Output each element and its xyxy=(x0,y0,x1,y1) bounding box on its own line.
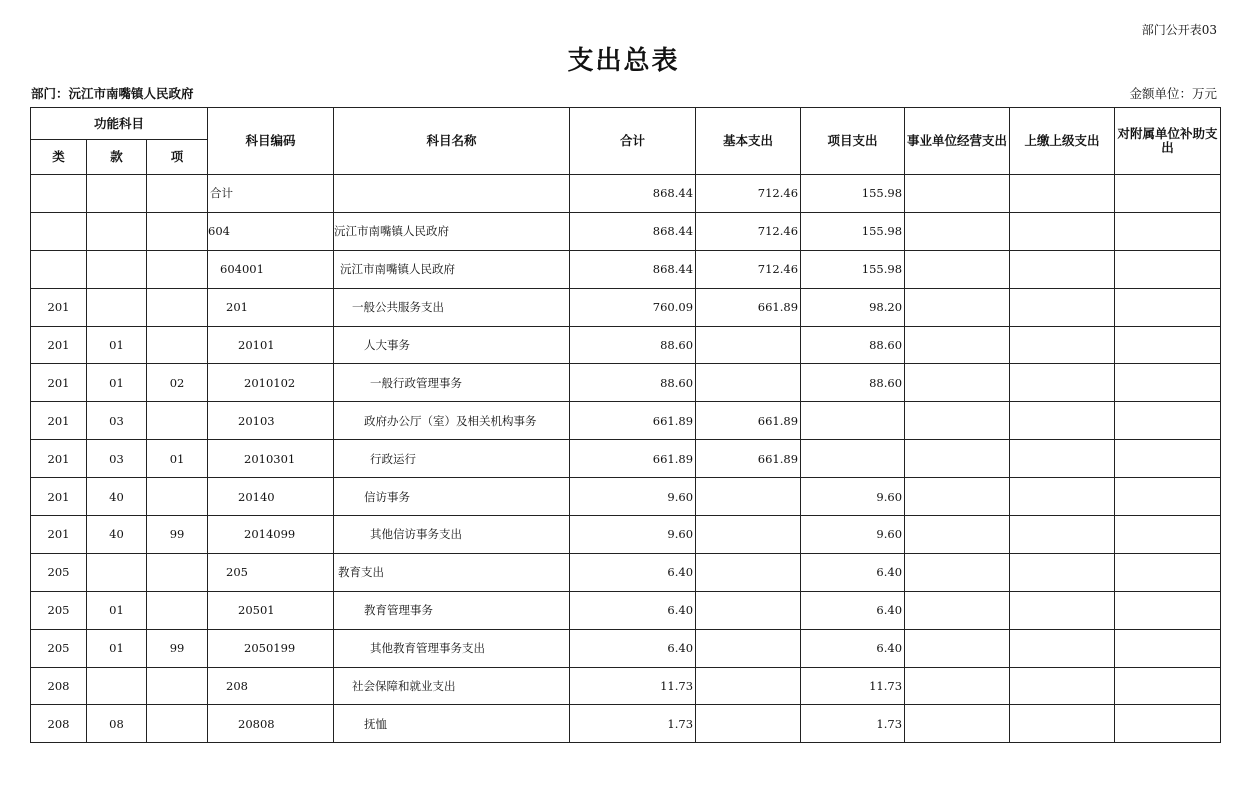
cell-kuan: 03 xyxy=(87,440,147,478)
cell-name: 教育管理事务 xyxy=(334,591,570,629)
cell-total: 9.60 xyxy=(570,516,696,554)
cell-xiang xyxy=(147,288,208,326)
cell-subsidy xyxy=(1115,705,1221,743)
cell-kuan: 01 xyxy=(87,364,147,402)
table-row xyxy=(31,629,1221,667)
cell-subsidy xyxy=(1115,591,1221,629)
cell-code: 20101 xyxy=(208,326,334,364)
table-row xyxy=(31,364,1221,402)
cell-code: 20140 xyxy=(208,478,334,516)
cell-xiang: 99 xyxy=(147,629,208,667)
cell-kuan xyxy=(87,288,147,326)
cell-kuan xyxy=(87,175,147,213)
cell-code: 20808 xyxy=(208,705,334,743)
cell-subsidy xyxy=(1115,175,1221,213)
cell-name: 信访事务 xyxy=(334,478,570,516)
header-function-subject: 功能科目 xyxy=(31,108,208,140)
cell-subsidy xyxy=(1115,364,1221,402)
cell-code: 604001 xyxy=(208,250,334,288)
cell-xiang xyxy=(147,250,208,288)
table-row xyxy=(31,288,1221,326)
table-row xyxy=(31,667,1221,705)
cell-business xyxy=(905,440,1010,478)
cell-upper xyxy=(1010,591,1115,629)
page-title: 支出总表 xyxy=(567,46,680,76)
cell-subsidy xyxy=(1115,667,1221,705)
cell-project: 98.20 xyxy=(801,288,905,326)
cell-business xyxy=(905,364,1010,402)
cell-basic xyxy=(696,705,801,743)
expenditure-table xyxy=(30,107,1221,743)
cell-total: 9.60 xyxy=(570,478,696,516)
cell-total: 661.89 xyxy=(570,440,696,478)
cell-business xyxy=(905,288,1010,326)
cell-name: 人大事务 xyxy=(334,326,570,364)
cell-subsidy xyxy=(1115,516,1221,554)
cell-project: 6.40 xyxy=(801,553,905,591)
cell-xiang xyxy=(147,553,208,591)
cell-kuan: 08 xyxy=(87,705,147,743)
table-row xyxy=(31,402,1221,440)
table-row xyxy=(31,326,1221,364)
cell-total: 88.60 xyxy=(570,364,696,402)
cell-upper xyxy=(1010,364,1115,402)
cell-name: 政府办公厅（室）及相关机构事务 xyxy=(334,402,570,440)
cell-business xyxy=(905,667,1010,705)
cell-basic: 712.46 xyxy=(696,212,801,250)
cell-project: 155.98 xyxy=(801,212,905,250)
cell-business xyxy=(905,326,1010,364)
table-row xyxy=(31,440,1221,478)
cell-subsidy xyxy=(1115,326,1221,364)
cell-total: 1.73 xyxy=(570,705,696,743)
cell-project: 9.60 xyxy=(801,516,905,554)
cell-basic xyxy=(696,364,801,402)
header-xiang: 项 xyxy=(147,140,208,175)
cell-subsidy xyxy=(1115,212,1221,250)
cell-name: 沅江市南嘴镇人民政府 xyxy=(334,250,570,288)
header-project-expenditure: 项目支出 xyxy=(801,108,905,175)
cell-basic: 712.46 xyxy=(696,250,801,288)
header-total: 合计 xyxy=(570,108,696,175)
cell-project: 88.60 xyxy=(801,326,905,364)
table-row xyxy=(31,516,1221,554)
cell-name: 行政运行 xyxy=(334,440,570,478)
cell-name: 社会保障和就业支出 xyxy=(334,667,570,705)
cell-basic: 661.89 xyxy=(696,440,801,478)
cell-kuan: 40 xyxy=(87,478,147,516)
cell-lei: 208 xyxy=(31,667,87,705)
cell-upper xyxy=(1010,667,1115,705)
cell-xiang xyxy=(147,705,208,743)
cell-basic xyxy=(696,667,801,705)
cell-kuan xyxy=(87,553,147,591)
cell-name: 一般行政管理事务 xyxy=(334,364,570,402)
cell-business xyxy=(905,402,1010,440)
cell-kuan xyxy=(87,250,147,288)
cell-name: 其他信访事务支出 xyxy=(334,516,570,554)
cell-total: 868.44 xyxy=(570,175,696,213)
cell-upper xyxy=(1010,250,1115,288)
cell-xiang xyxy=(147,212,208,250)
cell-kuan xyxy=(87,212,147,250)
cell-xiang: 01 xyxy=(147,440,208,478)
cell-lei: 201 xyxy=(31,288,87,326)
cell-business xyxy=(905,516,1010,554)
cell-xiang xyxy=(147,478,208,516)
cell-business xyxy=(905,705,1010,743)
cell-subsidy xyxy=(1115,402,1221,440)
cell-lei: 208 xyxy=(31,705,87,743)
cell-project: 6.40 xyxy=(801,629,905,667)
cell-lei: 205 xyxy=(31,553,87,591)
cell-name xyxy=(334,175,570,213)
cell-kuan: 01 xyxy=(87,629,147,667)
department-label: 部门：沅江市南嘴镇人民政府 xyxy=(31,86,194,101)
table-row xyxy=(31,250,1221,288)
cell-business xyxy=(905,212,1010,250)
cell-project: 155.98 xyxy=(801,250,905,288)
cell-upper xyxy=(1010,705,1115,743)
cell-subsidy xyxy=(1115,440,1221,478)
cell-xiang xyxy=(147,175,208,213)
cell-xiang xyxy=(147,667,208,705)
cell-basic xyxy=(696,553,801,591)
cell-name: 沅江市南嘴镇人民政府 xyxy=(334,212,570,250)
table-row xyxy=(31,553,1221,591)
cell-total: 11.73 xyxy=(570,667,696,705)
cell-lei: 201 xyxy=(31,402,87,440)
cell-code: 20501 xyxy=(208,591,334,629)
cell-lei xyxy=(31,212,87,250)
cell-upper xyxy=(1010,326,1115,364)
cell-business xyxy=(905,553,1010,591)
cell-code: 合计 xyxy=(208,175,334,213)
cell-code: 2010102 xyxy=(208,364,334,402)
cell-code: 208 xyxy=(208,667,334,705)
cell-total: 6.40 xyxy=(570,591,696,629)
cell-upper xyxy=(1010,440,1115,478)
cell-upper xyxy=(1010,402,1115,440)
cell-basic xyxy=(696,591,801,629)
cell-name: 抚恤 xyxy=(334,705,570,743)
cell-project: 11.73 xyxy=(801,667,905,705)
cell-code: 2014099 xyxy=(208,516,334,554)
cell-lei: 201 xyxy=(31,364,87,402)
cell-upper xyxy=(1010,288,1115,326)
cell-subsidy xyxy=(1115,250,1221,288)
cell-upper xyxy=(1010,175,1115,213)
cell-kuan: 03 xyxy=(87,402,147,440)
amount-unit-label: 金额单位：万元 xyxy=(1129,86,1217,101)
cell-basic xyxy=(696,478,801,516)
table-number: 部门公开表03 xyxy=(1141,23,1217,37)
cell-upper xyxy=(1010,553,1115,591)
table-row xyxy=(31,478,1221,516)
cell-subsidy xyxy=(1115,553,1221,591)
cell-project: 155.98 xyxy=(801,175,905,213)
cell-total: 868.44 xyxy=(570,250,696,288)
cell-project: 88.60 xyxy=(801,364,905,402)
cell-subsidy xyxy=(1115,478,1221,516)
cell-upper xyxy=(1010,478,1115,516)
cell-upper xyxy=(1010,629,1115,667)
cell-xiang: 99 xyxy=(147,516,208,554)
cell-lei xyxy=(31,250,87,288)
cell-xiang: 02 xyxy=(147,364,208,402)
cell-project: 9.60 xyxy=(801,478,905,516)
header-subsidy: 对附属单位补助支出 xyxy=(1115,108,1221,175)
cell-kuan: 01 xyxy=(87,326,147,364)
cell-code: 205 xyxy=(208,553,334,591)
cell-project: 6.40 xyxy=(801,591,905,629)
cell-xiang xyxy=(147,591,208,629)
header-basic-expenditure: 基本支出 xyxy=(696,108,801,175)
cell-xiang xyxy=(147,326,208,364)
cell-kuan xyxy=(87,667,147,705)
cell-code: 2010301 xyxy=(208,440,334,478)
cell-project xyxy=(801,402,905,440)
cell-basic xyxy=(696,326,801,364)
cell-subsidy xyxy=(1115,629,1221,667)
cell-kuan: 01 xyxy=(87,591,147,629)
table-row xyxy=(31,175,1221,213)
cell-business xyxy=(905,478,1010,516)
header-subject-code: 科目编码 xyxy=(208,108,334,175)
cell-upper xyxy=(1010,212,1115,250)
cell-total: 661.89 xyxy=(570,402,696,440)
cell-business xyxy=(905,591,1010,629)
cell-code: 2050199 xyxy=(208,629,334,667)
cell-business xyxy=(905,175,1010,213)
cell-lei: 205 xyxy=(31,591,87,629)
cell-basic xyxy=(696,516,801,554)
cell-basic: 661.89 xyxy=(696,288,801,326)
cell-name: 一般公共服务支出 xyxy=(334,288,570,326)
cell-name: 教育支出 xyxy=(334,553,570,591)
cell-code: 20103 xyxy=(208,402,334,440)
header-kuan: 款 xyxy=(87,140,147,175)
cell-lei: 201 xyxy=(31,440,87,478)
cell-total: 868.44 xyxy=(570,212,696,250)
cell-name: 其他教育管理事务支出 xyxy=(334,629,570,667)
header-business-expenditure: 事业单位经营支出 xyxy=(905,108,1010,175)
cell-total: 6.40 xyxy=(570,553,696,591)
cell-business xyxy=(905,629,1010,667)
header-upper-payment: 上缴上级支出 xyxy=(1010,108,1115,175)
cell-basic: 661.89 xyxy=(696,402,801,440)
cell-code: 604 xyxy=(208,212,334,250)
cell-lei: 201 xyxy=(31,326,87,364)
cell-lei: 201 xyxy=(31,516,87,554)
header-subject-name: 科目名称 xyxy=(334,108,570,175)
cell-kuan: 40 xyxy=(87,516,147,554)
cell-code: 201 xyxy=(208,288,334,326)
table-row xyxy=(31,705,1221,743)
cell-project xyxy=(801,440,905,478)
cell-total: 6.40 xyxy=(570,629,696,667)
cell-upper xyxy=(1010,516,1115,554)
cell-subsidy xyxy=(1115,288,1221,326)
cell-basic xyxy=(696,629,801,667)
cell-business xyxy=(905,250,1010,288)
cell-total: 760.09 xyxy=(570,288,696,326)
cell-lei xyxy=(31,175,87,213)
cell-project: 1.73 xyxy=(801,705,905,743)
cell-total: 88.60 xyxy=(570,326,696,364)
cell-lei: 205 xyxy=(31,629,87,667)
table-row xyxy=(31,212,1221,250)
table-row xyxy=(31,591,1221,629)
cell-xiang xyxy=(147,402,208,440)
cell-basic: 712.46 xyxy=(696,175,801,213)
cell-lei: 201 xyxy=(31,478,87,516)
header-lei: 类 xyxy=(31,140,87,175)
